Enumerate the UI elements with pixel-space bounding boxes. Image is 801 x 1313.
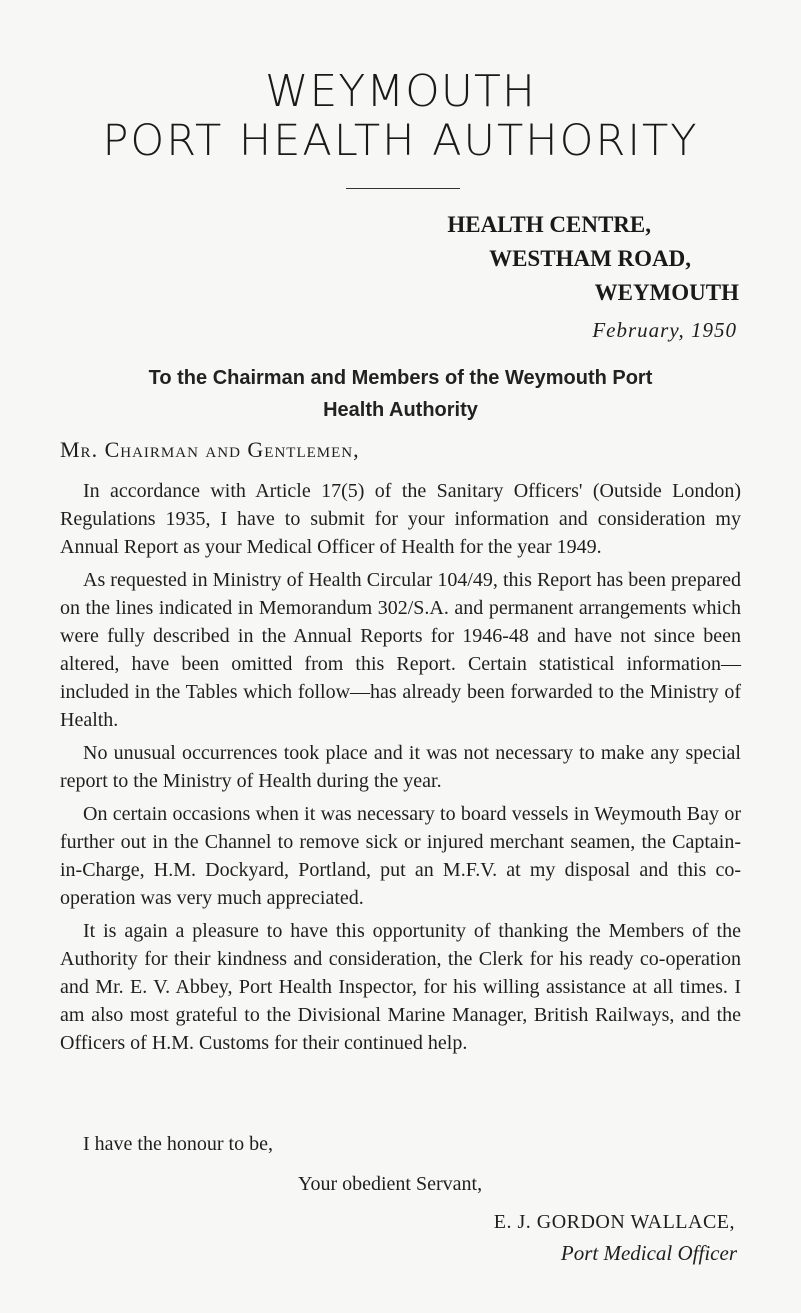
- signer-title: Port Medical Officer: [560, 1241, 737, 1265]
- paragraph: It is again a pleasure to have this opportunity of thanking the Members of the Authority for their kindness and consideration, the Clerk for his ready co-operation and Mr. E. V. Abbey, Port Health Inspector, for his willing assistance at all times. I am also most grateful to the Divisional Marine Manager, British Railways, and the Officers of H.M. Customs for their continued help.: [60, 920, 741, 1054]
- paragraph: As requested in Ministry of Health Circular 104/49, this Report has been prepared on the lines indicated in Memorandum 302/S.A. and permanent arrangements which were fully described in the Annual Reports for 1946-48 and have not since been altered, have been omitted from this Report. Certain statistical information—included in the Tables which follow—has already been forwarded to the Ministry of Health.: [60, 569, 741, 731]
- recipient-block: [60, 362, 741, 426]
- letter-date: February, 1950: [592, 318, 737, 342]
- title-line-1: WEYMOUTH: [265, 66, 536, 117]
- paragraph: In accordance with Article 17(5) of the Sanitary Officers' (Outside London) Regulations 1935, I have to submit for your information and consideration my Annual Report as your Medical Officer of Health for the year 1949.: [60, 480, 741, 558]
- address-line-1: HEALTH CENTRE,: [447, 212, 651, 237]
- divider-rule: [346, 188, 460, 189]
- recipient-line-1: To the Chairman and Members of the Weymouth Port: [148, 367, 653, 389]
- closing-line: I have the honour to be,: [83, 1133, 273, 1155]
- salutation: Mr. Chairman and Gentlemen,: [60, 437, 360, 462]
- address-line-2: WESTHAM ROAD,: [489, 246, 691, 271]
- paragraph: On certain occasions when it was necessary to board vessels in Weymouth Bay or further out in the Channel to remove sick or injured merchant seamen, the Captain-in-Charge, H.M. Dockyard, Portland, put an M.F.V. at my disposal and this co-operation was very much appreciated.: [60, 803, 741, 909]
- paragraph: No unusual occurrences took place and it was not necessary to make any special report to the Ministry of Health during the year.: [60, 742, 741, 792]
- letter-body: [60, 477, 741, 1062]
- title-line-2: PORT HEALTH AUTHORITY: [102, 116, 699, 166]
- signer-name: E. J. GORDON WALLACE,: [493, 1211, 735, 1233]
- recipient-line-2: Health Authority: [323, 399, 478, 421]
- closing-servant: Your obedient Servant,: [298, 1173, 483, 1195]
- address-line-3: WEYMOUTH: [594, 280, 739, 305]
